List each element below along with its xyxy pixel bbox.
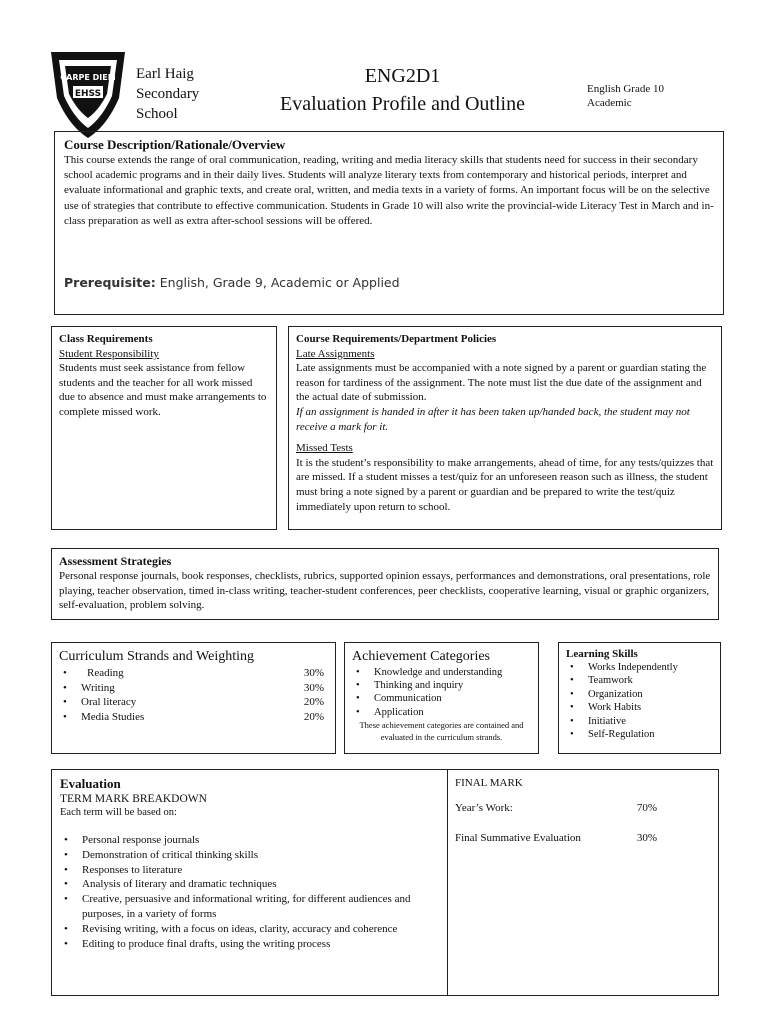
school-crest-logo <box>47 46 129 142</box>
final-mark-heading: FINAL MARK <box>455 777 523 789</box>
term-mark-column <box>60 776 445 951</box>
strands-heading: Curriculum Strands and Weighting <box>59 649 254 664</box>
final-mark-table <box>455 801 665 846</box>
term-intro: Each term will be based on: <box>60 807 177 818</box>
school-line-1: Earl Haig <box>136 66 194 82</box>
grade-level <box>587 82 664 110</box>
strand-name: • Writing <box>81 681 115 694</box>
strand-item <box>59 695 328 710</box>
grade-line-2: Academic <box>587 97 632 109</box>
learning-skill-item: • Works Independently <box>566 661 713 674</box>
final-mark-value: 30% <box>636 832 657 845</box>
logo-top-text: CARPE DIEM <box>60 73 116 82</box>
late-assignments-body: Late assignments must be accompanied with a note signed by a parent or guardian stating the reason for tardiness of the assignment. The note must list the due date of the assignment and the actual date of submission. <box>296 362 707 404</box>
document-title-block <box>250 62 555 118</box>
prerequisite-label: Prerequisite: <box>64 275 156 290</box>
strand-weight: 20% <box>303 710 324 723</box>
final-mark-column <box>455 776 665 846</box>
course-description-section <box>54 131 724 315</box>
term-mark-item: • Demonstration of critical thinking skills <box>60 848 445 863</box>
achievement-item: • Application <box>352 706 531 719</box>
strand-weight: 30% <box>303 681 324 694</box>
class-requirements-section <box>51 326 277 530</box>
term-mark-item: • Revising writing, with a focus on ideas, clarity, accuracy and coherence <box>60 922 445 937</box>
strand-weight: 20% <box>303 696 324 709</box>
policies-heading: Course Requirements/Department Policies <box>296 333 497 345</box>
late-assignments-note: If an assignment is handed in after it has been taken up/handed back, the student may not receive a mark for it. <box>296 405 690 433</box>
learning-skill-item: • Work Habits <box>566 701 713 714</box>
achievement-heading: Achievement Categories <box>352 649 491 664</box>
strand-item <box>59 681 328 696</box>
final-mark-label: Final Summative Evaluation <box>455 832 581 845</box>
strand-item <box>59 710 328 725</box>
learning-skill-item: • Teamwork <box>566 674 713 687</box>
achievement-note: These achievement categories are contained and evaluated in the curriculum strands. <box>359 719 524 742</box>
document-title: Evaluation Profile and Outline <box>280 93 525 115</box>
term-mark-item: • Creative, persuasive and informational writing, for different audiences and purposes, in a variety of forms <box>60 892 445 922</box>
missed-tests-body: It is the student’s responsibility to make arrangements, ahead of time, for any tests/quizzes that are missed. If a student misses a test/quiz for an unforeseen reason such as illness, the student must bring a note signed by a parent or guardian and be prepared to write the test/quiz immediately upon return to school. <box>296 456 714 513</box>
department-policies-section <box>288 326 722 530</box>
term-mark-subheading: TERM MARK BREAKDOWN <box>60 793 207 805</box>
logo-bottom-text: EHSS <box>74 89 102 99</box>
prerequisite-value: English, Grade 9, Academic or Applied <box>159 275 400 290</box>
term-mark-item: • Analysis of literary and dramatic techniques <box>60 877 445 892</box>
class-requirements-heading: Class Requirements <box>59 333 153 345</box>
curriculum-strands-section <box>51 642 336 754</box>
term-mark-item: • Responses to literature <box>60 863 445 878</box>
achievement-list <box>352 666 531 719</box>
course-code: ENG2D1 <box>364 65 441 87</box>
strand-name: • Media Studies <box>81 710 145 723</box>
learning-skills-list <box>566 661 713 741</box>
achievement-item: • Knowledge and understanding <box>352 666 531 679</box>
student-responsibility-body: Students must seek assistance from fellow students and the teacher for all work missed due to absence and must make arrangements to complete missed work. <box>59 362 267 418</box>
final-mark-row <box>455 831 665 846</box>
missed-tests-subheading: Missed Tests <box>296 442 353 455</box>
assessment-strategies-section <box>51 548 719 620</box>
learning-skill-item: • Initiative <box>566 715 713 728</box>
learning-skills-section <box>558 642 721 754</box>
term-mark-list <box>60 833 445 951</box>
evaluation-divider <box>447 770 448 995</box>
strand-name: • Oral literacy <box>81 696 137 709</box>
course-description-body: This course extends the range of oral communication, reading, writing and media literacy skills that students need for success in their secondary school academic programs and in their daily lives. Students will analyze literary texts from contemporary and historical periods, interpret and evaluate informational and graphic texts, and create oral, written, and media texts in a variety of forms. An important focus will be on the selective use of strategies that contribute to effective communication. Students in Grade 10 will also write the provincial-wide Literacy Test in March and in-class preparation as well as extra after-school sessions will be offered. <box>64 154 714 227</box>
learning-skill-item: • Organization <box>566 688 713 701</box>
strand-weight: 30% <box>303 667 324 679</box>
achievement-item: • Thinking and inquiry <box>352 679 531 692</box>
term-mark-item: • Personal response journals <box>60 833 445 848</box>
learning-skills-heading: Learning Skills <box>566 648 638 660</box>
school-line-2: Secondary <box>136 86 200 102</box>
achievement-item: • Communication <box>352 692 531 705</box>
strands-list <box>59 666 328 724</box>
evaluation-heading: Evaluation <box>60 776 121 791</box>
prerequisite <box>64 275 400 290</box>
grade-line-1: English Grade 10 <box>587 83 664 95</box>
assessment-heading: Assessment Strategies <box>59 554 172 568</box>
late-assignments-subheading: Late Assignments <box>296 347 375 360</box>
achievement-categories-section <box>344 642 539 754</box>
assessment-body: Personal response journals, book responses, checklists, rubrics, supported opinion essays, performances and demonstrations, oral presentations, role playing, teacher observation, timed in-class writing, teacher-student conferences, peer checklists, cooperative learning, visual or graphic organizers, self-evaluation, problem solving. <box>59 570 711 612</box>
strand-name: • Reading <box>87 667 124 679</box>
final-mark-value: 70% <box>636 801 657 814</box>
final-mark-row <box>455 801 665 816</box>
term-mark-item: • Editing to produce final drafts, using the writing process <box>60 937 445 952</box>
course-description-heading: Course Description/Rationale/Overview <box>64 137 286 152</box>
student-responsibility-subheading: Student Responsibility <box>59 347 159 360</box>
strand-item <box>59 666 328 681</box>
school-line-3: School <box>136 106 178 122</box>
evaluation-section <box>51 769 719 996</box>
learning-skill-item: • Self-Regulation <box>566 728 713 741</box>
final-mark-label: Year’s Work: <box>455 801 513 814</box>
school-name <box>136 64 199 124</box>
